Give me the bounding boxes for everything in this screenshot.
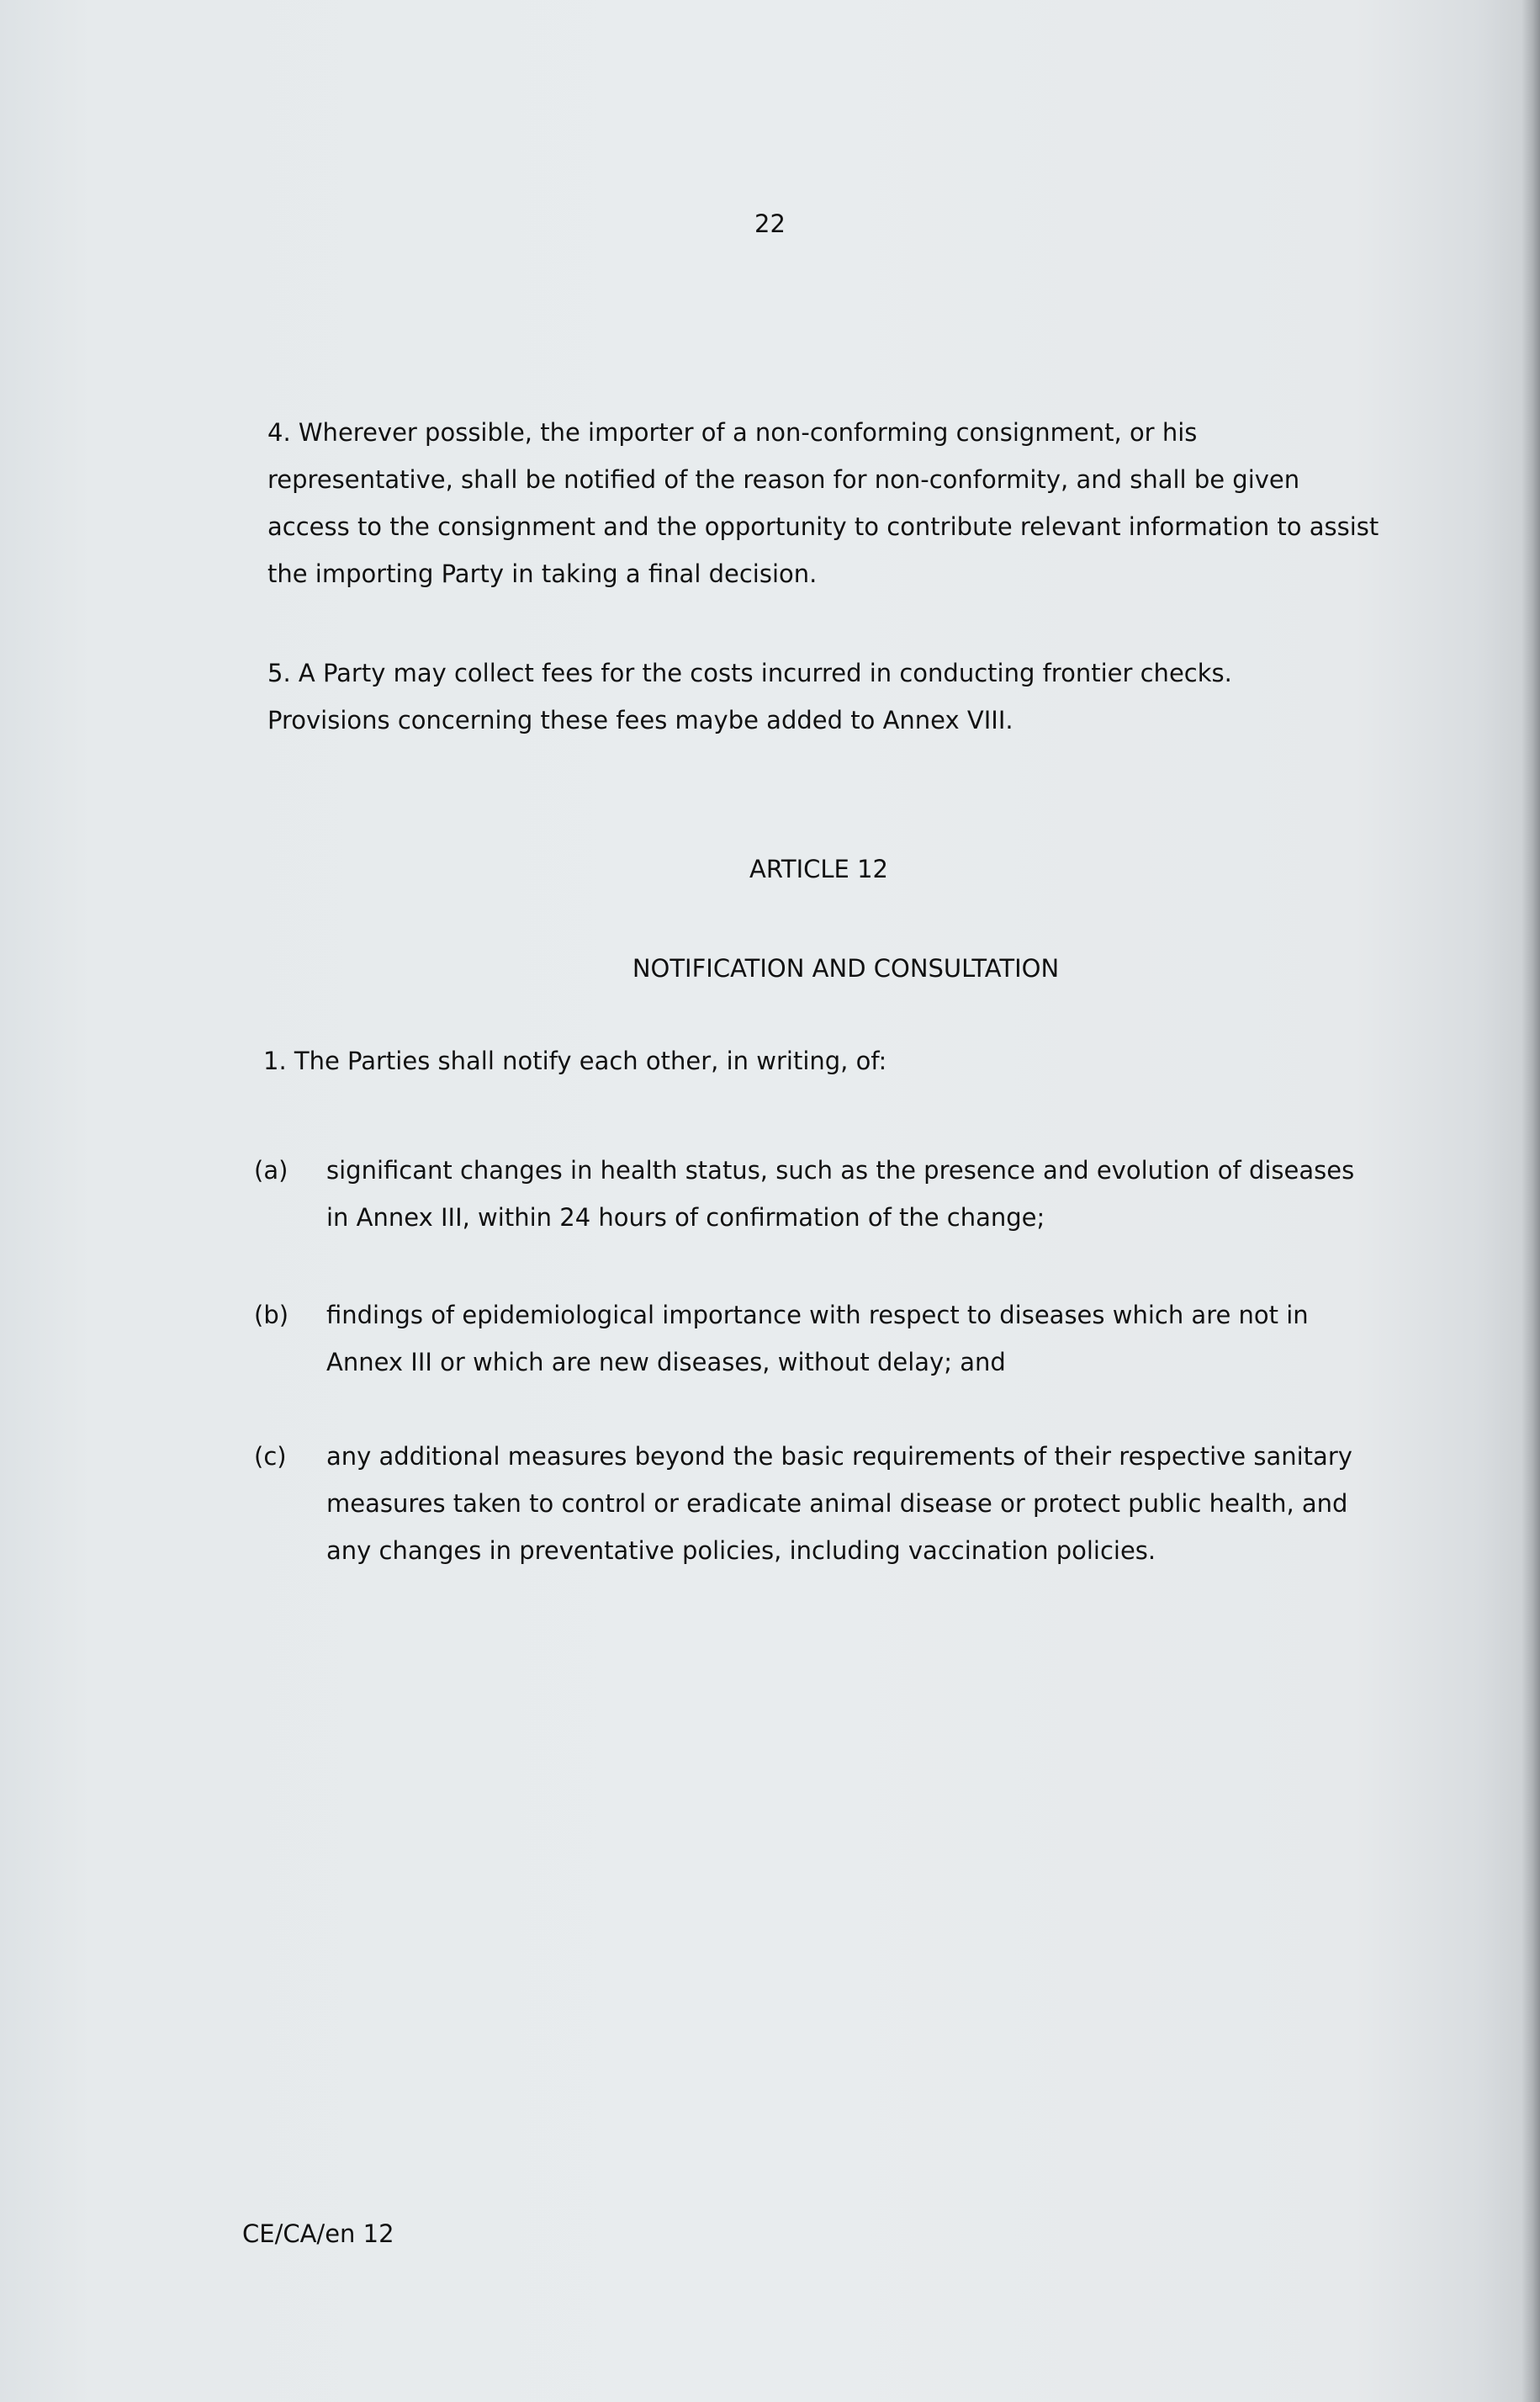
paragraph-5: [267, 650, 1232, 744]
article-heading: NOTIFICATION AND CONSULTATION: [632, 954, 1060, 983]
footer-reference: CE/CA/en 12: [242, 2219, 394, 2248]
list-item-line: any additional measures beyond the basic requirements of their respective sanitary: [326, 1442, 1352, 1471]
list-item-line: measures taken to control or eradicate animal disease or protect public health, and: [326, 1489, 1348, 1518]
paragraph-line: 4. Wherever possible, the importer of a non-conforming consignment, or his: [267, 418, 1198, 447]
article-paragraph-1: 1. The Parties shall notify each other, in writing, of:: [263, 1047, 887, 1075]
page-edge-shadow: [1521, 0, 1540, 2402]
paragraph-line: access to the consignment and the opportunity to contribute relevant information to assist: [267, 512, 1379, 541]
paragraph-4: [267, 409, 1379, 597]
list-item-body: [326, 1291, 1309, 1386]
list-item-line: Annex III or which are new diseases, without delay; and: [326, 1348, 1006, 1376]
paragraph-line: 5. A Party may collect fees for the costs incurred in conducting frontier checks.: [267, 659, 1232, 687]
list-item-line: in Annex III, within 24 hours of confirmation of the change;: [326, 1203, 1045, 1232]
paragraph-line: representative, shall be notified of the reason for non-conformity, and shall be given: [267, 465, 1300, 494]
list-item-body: [326, 1433, 1352, 1574]
list-item-line: findings of epidemiological importance with respect to diseases which are not in: [326, 1301, 1309, 1329]
page-number: 22: [754, 209, 786, 238]
list-item-label: (a): [254, 1156, 288, 1185]
list-item-label: (b): [254, 1301, 289, 1329]
article-title: ARTICLE 12: [749, 855, 888, 883]
paragraph-line: Provisions concerning these fees maybe added to Annex VIII.: [267, 706, 1013, 734]
list-item-label: (c): [254, 1442, 287, 1471]
paragraph-line: the importing Party in taking a final decision.: [267, 559, 818, 588]
list-item-line: any changes in preventative policies, including vaccination policies.: [326, 1536, 1156, 1565]
list-item-body: [326, 1147, 1354, 1241]
list-item-line: significant changes in health status, such as the presence and evolution of diseases: [326, 1156, 1355, 1185]
